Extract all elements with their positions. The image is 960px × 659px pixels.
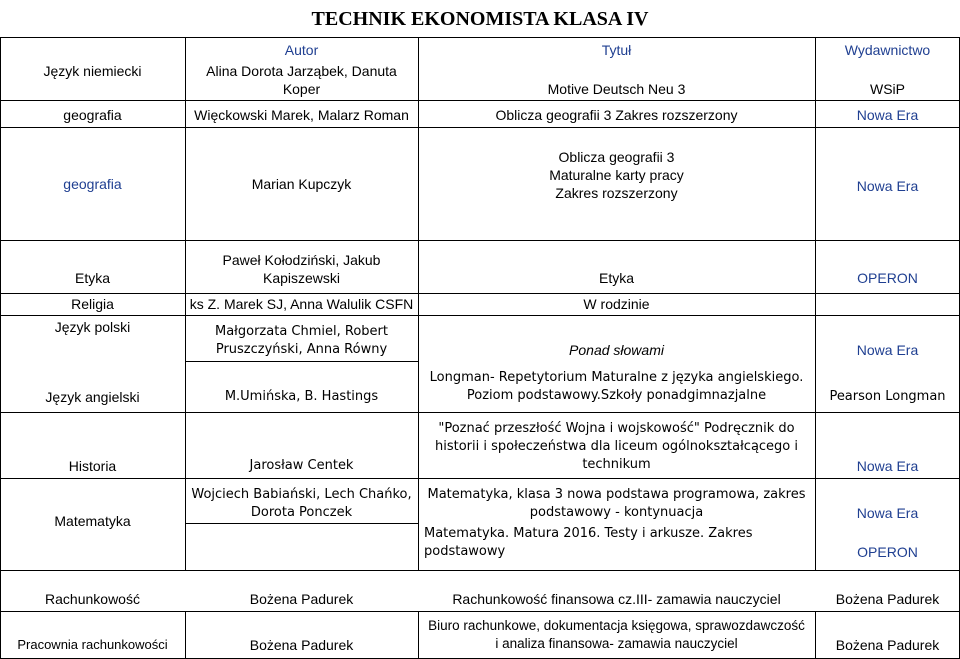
row-author: Wojciech Babiański, Lech Chańko,: [191, 487, 412, 502]
row-publisher: OPERON: [857, 270, 918, 286]
row-title: Oblicza geografii 3 Zakres rozszerzony: [495, 107, 738, 123]
row-subject: Język polski: [54, 319, 131, 335]
row-publisher: Nowa Era: [856, 107, 919, 123]
row-title: Motive Deutsch Neu 3: [547, 81, 686, 97]
header-author: Autor: [284, 42, 319, 58]
page-title: TECHNIK EKONOMISTA KLASA IV: [311, 8, 649, 30]
row-publisher: Bożena Padurek: [835, 637, 940, 653]
row-title: Etyka: [598, 270, 634, 286]
row-title: Longman- Repetytorium Maturalne z języka angielskiego.: [429, 370, 804, 385]
row-subject: Matematyka: [54, 513, 131, 529]
row-publisher: WSiP: [870, 81, 905, 97]
row-title: Rachunkowość finansowa cz.III- zamawia nauczyciel: [452, 591, 781, 607]
row-author: Marian Kupczyk: [251, 176, 352, 192]
row-subject: Etyka: [74, 270, 110, 286]
row-author: Dorota Ponczek: [250, 505, 353, 520]
row-title: W rodzinie: [583, 296, 650, 312]
row-subject: Język angielski: [45, 389, 140, 405]
row-title: "Poznać przeszłość Wojna i wojskowość" Podręcznik do: [438, 421, 795, 436]
row-author: Małgorzata Chmiel, Robert: [215, 324, 388, 339]
row-publisher: Nowa Era: [856, 505, 919, 521]
row-subject: geografia: [63, 107, 122, 123]
row-subject: Pracownia rachunkowości: [17, 637, 168, 652]
row-author: ks Z. Marek SJ, Anna Walulik CSFN: [189, 296, 414, 312]
row-title: Oblicza geografii 3: [558, 149, 675, 165]
row-title: Matematyka, klasa 3 nowa podstawa programowa, zakres: [427, 487, 806, 502]
header-title: Tytuł: [601, 42, 632, 58]
row-subject: Religia: [71, 296, 114, 312]
row-publisher: Nowa Era: [856, 458, 919, 474]
row-title: podstawowy: [424, 544, 506, 559]
row-title: Matematyka. Matura 2016. Testy i arkusze. Zakres: [424, 526, 753, 541]
header-publisher: Wydawnictwo: [844, 42, 931, 58]
row-author: Kapiszewski: [262, 270, 341, 286]
row-title: i analiza finansowa- zamawia nauczyciel: [495, 636, 738, 651]
row-author: Alina Dorota Jarząbek, Danuta: [206, 63, 397, 79]
row-subject: Rachunkowość: [45, 591, 140, 607]
row-author: Jarosław Centek: [249, 458, 354, 473]
row-author: Bożena Padurek: [249, 637, 354, 653]
row-subject: Historia: [68, 458, 117, 474]
row-author: M.Umińska, B. Hastings: [224, 389, 379, 404]
row-title: technikum: [582, 457, 651, 472]
row-title: Maturalne karty pracy: [549, 167, 684, 183]
row-author: Koper: [282, 81, 321, 97]
row-author: Więckowski Marek, Malarz Roman: [194, 107, 409, 123]
row-subject: Język niemiecki: [43, 63, 142, 79]
row-author: Bożena Padurek: [249, 591, 354, 607]
row-author: Pruszczyński, Anna Równy: [215, 342, 388, 357]
row-publisher: Bożena Padurek: [835, 591, 940, 607]
row-title: Ponad słowami: [569, 342, 664, 358]
row-title: Biuro rachunkowe, dokumentacja księgowa, sprawozdawczość: [428, 618, 805, 633]
row-publisher: Nowa Era: [856, 342, 919, 358]
row-title: historii i społeczeństwa dla liceum ogólnokształcącego i: [434, 439, 799, 454]
row-publisher: Nowa Era: [856, 178, 919, 194]
row-title: Poziom podstawowy.Szkoły ponadgimnazjalne: [466, 388, 767, 403]
row-author: Paweł Kołodziński, Jakub: [222, 252, 381, 268]
row-title: podstawowy - kontynuacja: [529, 505, 704, 520]
row-subject: geografia: [63, 176, 122, 192]
row-publisher: OPERON: [857, 544, 918, 560]
row-publisher: Pearson Longman: [829, 389, 946, 404]
row-title: Zakres rozszerzony: [555, 185, 678, 201]
